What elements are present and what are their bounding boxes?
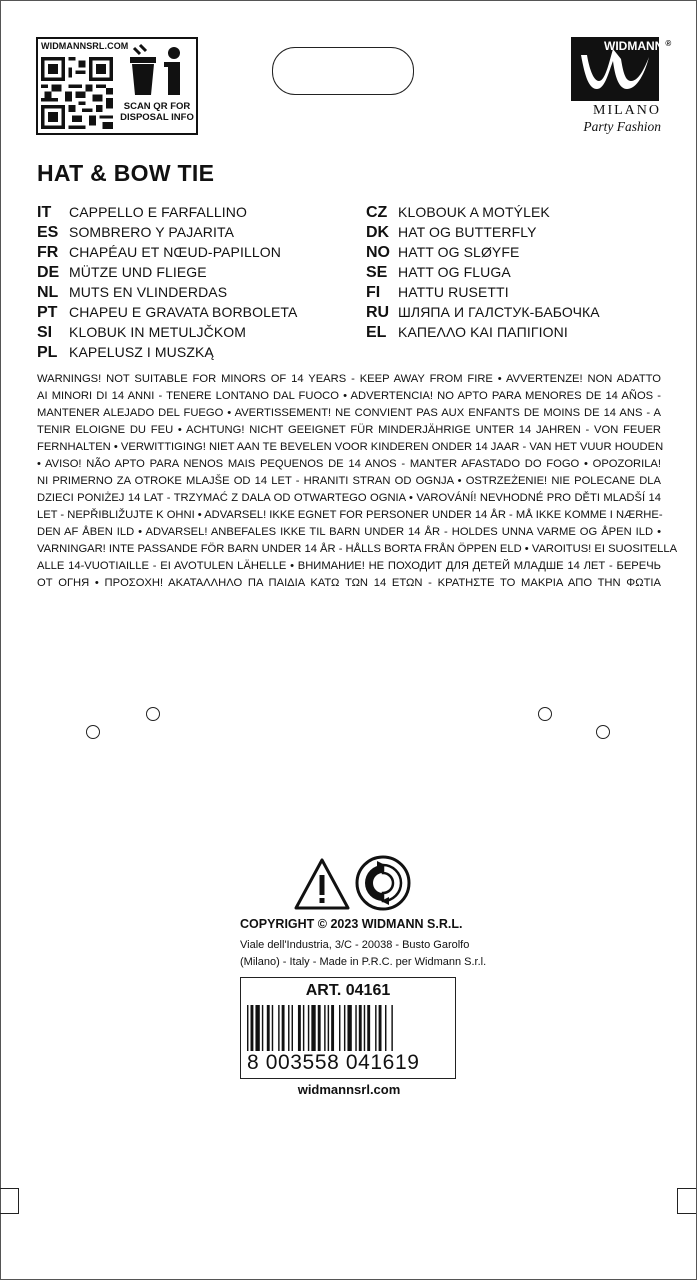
translation-row — [366, 324, 600, 344]
language-code: IT — [37, 204, 52, 221]
translation-row — [366, 204, 600, 224]
barcode-icon — [247, 1005, 447, 1051]
warning-line: • AVISO! NÃO APTO PARA NENOS MAIS PEQUENOS DE 14 ANOS - MANTER AFASTADO DO FOGO • OPOZORILA! — [37, 458, 661, 470]
language-code: FI — [366, 284, 381, 301]
translation-row — [37, 204, 297, 224]
website: widmannsrl.com — [297, 1082, 401, 1097]
language-code: PT — [37, 304, 58, 321]
translation-text: CHAPÉAU ET NŒUD-PAPILLON — [69, 244, 281, 260]
barcode-box — [240, 977, 456, 1079]
warning-line: LET - NEPŘIBLIŽUJTE K OHNI • ADVARSEL! IKKE EGNET FOR PERSONER UNDER 14 ÅR - MÅ IKKE KOMME I NÆRHE- — [37, 509, 663, 521]
warning-line: FERNHALTEN • VERWITTIGING! NIET AAN TE BEVELEN VOOR KINDEREN ONDER 14 JAAR - VAN HET VUUR HOUDEN — [37, 441, 664, 453]
pin-hole — [86, 725, 100, 739]
pin-hole — [538, 707, 552, 721]
warning-triangle-icon — [293, 857, 351, 911]
language-code: PL — [37, 344, 58, 361]
warning-line: WARNINGS! NOT SUITABLE FOR MINORS OF 14 YEARS - KEEP AWAY FROM FIRE • AVVERTENZE! NON ADATTO — [37, 373, 661, 385]
translation-text: ΚΑΠΕΛΛΟ ΚΑΙ ΠΑΠΙΓΙΟΝΙ — [398, 324, 568, 340]
qr-caption-line-2: DISPOSAL INFO — [120, 112, 194, 123]
product-title: HAT & BOW TIE — [37, 160, 215, 186]
address-line-1: Viale dell'Industria, 3/C - 20038 - Busto Garolfo — [240, 939, 470, 951]
translation-text: KLOBOUK A MOTÝLEK — [398, 204, 550, 220]
language-code: NO — [366, 244, 390, 261]
translation-row — [37, 324, 297, 344]
language-code: EL — [366, 324, 387, 341]
language-code: SE — [366, 264, 388, 281]
warning-line: DEN AF ÅBEN ILD • ADVARSEL! ANBEFALES IKKE TIL BARN UNDER 14 ÅR - HOLDES UNNA VARME OG ÅPEN ILD • — [37, 526, 661, 538]
translation-row — [366, 224, 600, 244]
translation-row — [37, 304, 297, 324]
translation-row — [37, 224, 297, 244]
language-code: DE — [37, 264, 60, 281]
address-line-2: (Milano) - Italy - Made in P.R.C. per Widmann S.r.l. — [240, 956, 487, 968]
qr-caption-line-1: SCAN QR FOR — [123, 101, 191, 112]
language-code: CZ — [366, 204, 388, 221]
corner-tab-left — [0, 1188, 19, 1214]
copyright-line: COPYRIGHT © 2023 WIDMANN S.R.L. — [240, 917, 463, 931]
translation-row — [366, 244, 600, 264]
translation-row — [37, 344, 297, 364]
language-code: FR — [37, 244, 59, 261]
article-number: ART. 04161 — [305, 982, 391, 999]
warning-line: VARNINGAR! INTE PASSANDE FÖR BARN UNDER 14 ÅR - HÅLLS BORTA FRÅN ÖPPEN ELD • VAROITUS! EI SUOSITELLA — [37, 543, 678, 555]
pin-hole — [146, 707, 160, 721]
translation-text: MÜTZE UND FLIEGE — [69, 264, 207, 280]
translation-row — [37, 284, 297, 304]
translation-text: HATTU RUSETTI — [398, 284, 509, 300]
translation-text: SOMBRERO Y PAJARITA — [69, 224, 235, 240]
warning-line: NI PRIMERNO ZA OTROKE MLAJŠE OD 14 LET - HRANITI STRAN OD OGNJA • OSTRZEŻENIE! NIE POLECANE DLA — [37, 475, 661, 487]
translation-row — [366, 284, 600, 304]
warning-line: MANTENER ALEJADO DEL FUEGO • AVERTISSEMENT! NE CONVIENT PAS AUX ENFANTS DE MOINS DE 14 ANS - A — [37, 407, 661, 419]
logo-city: MILANO — [593, 103, 661, 118]
language-code: SI — [37, 324, 53, 341]
hang-hole — [272, 47, 414, 95]
translation-row — [366, 264, 600, 284]
translation-text: CHAPEU E GRAVATA BORBOLETA — [69, 304, 298, 320]
warning-line: DZIECI PONIŻEJ 14 LAT - TRZYMAĆ Z DALA OD OTWARTEGO OGNIA • VAROVÁNÍ! NEVHODNÉ PRO DĚTI MLADŠÍ 14 — [37, 492, 661, 504]
translation-row — [37, 244, 297, 264]
green-dot-recycle-icon — [355, 855, 411, 911]
language-code: ES — [37, 224, 59, 241]
translation-text: HAT OG BUTTERFLY — [398, 224, 537, 240]
translation-text: ШЛЯПА И ГАЛСТУК-БАБОЧКА — [398, 304, 600, 320]
logo-brand: WIDMANN ® — [604, 39, 672, 53]
widmann-logo — [571, 37, 672, 137]
qr-caption — [118, 101, 196, 123]
translation-row — [366, 304, 600, 324]
language-code: DK — [366, 224, 390, 241]
qr-code-icon — [41, 57, 113, 129]
translations-right — [366, 204, 600, 344]
pin-hole — [596, 725, 610, 739]
qr-url: WIDMANNSRL.COM — [41, 41, 129, 51]
translation-text: HATT OG FLUGA — [398, 264, 511, 280]
logo-tagline: Party Fashion — [583, 119, 661, 134]
translation-text: MUTS EN VLINDERDAS — [69, 284, 228, 300]
translation-row — [37, 264, 297, 284]
warning-line: AI MINORI DI 14 ANNI - TENERE LONTANO DAL FUOCO • ADVERTENCIA! NO APTO PARA MENORES DE 14 AÑOS - — [37, 390, 661, 402]
translation-text: CAPPELLO E FARFALLINO — [69, 204, 247, 220]
warning-line: ОТ ОГНЯ • ΠΡΟΣΟΧΗ! ΑΚΑΤΑΛΛΗΛΟ ΠΑ ΠΑΙΔΙΑ ΚΑΤΩ ΤΩΝ 14 ΕΤΩΝ - ΚΡΑΤΗΣΤΕ ΤΟ ΜΑΚΡΙΑ ΑΠΟ ΤΗΝ ΦΩΤΙΑ — [37, 577, 661, 589]
language-code: NL — [37, 284, 59, 301]
language-code: RU — [366, 304, 390, 321]
translation-text: HATT OG SLØYFE — [398, 244, 520, 260]
disposal-bin-icon — [120, 43, 192, 99]
warning-line: ALLE 14-VUOTIAILLE - EI AVOTULEN LÄHELLE • ВНИМАНИЕ! НЕ ПОХОДИТ ДЛЯ ДЕТЕЙ МЛАДШЕ 14 ЛЕТ - БЕРЕЧЬ — [37, 560, 661, 572]
corner-tab-right — [677, 1188, 696, 1214]
translation-text: KAPELUSZ I MUSZKĄ — [69, 344, 214, 360]
translations-left — [37, 204, 297, 364]
translation-text: KLOBUK IN METULJČKOM — [69, 324, 247, 340]
warning-line: TENIR ELOIGNE DU FEU • ACHTUNG! NICHT GEEIGNET FÜR MINDERJÄHRIGE UNTER 14 JAHREN - VON FEUER — [37, 424, 661, 436]
qr-disposal-box — [36, 37, 198, 135]
ean-number: 8 003558 041619 — [247, 1051, 420, 1074]
safety-warnings — [37, 371, 678, 592]
